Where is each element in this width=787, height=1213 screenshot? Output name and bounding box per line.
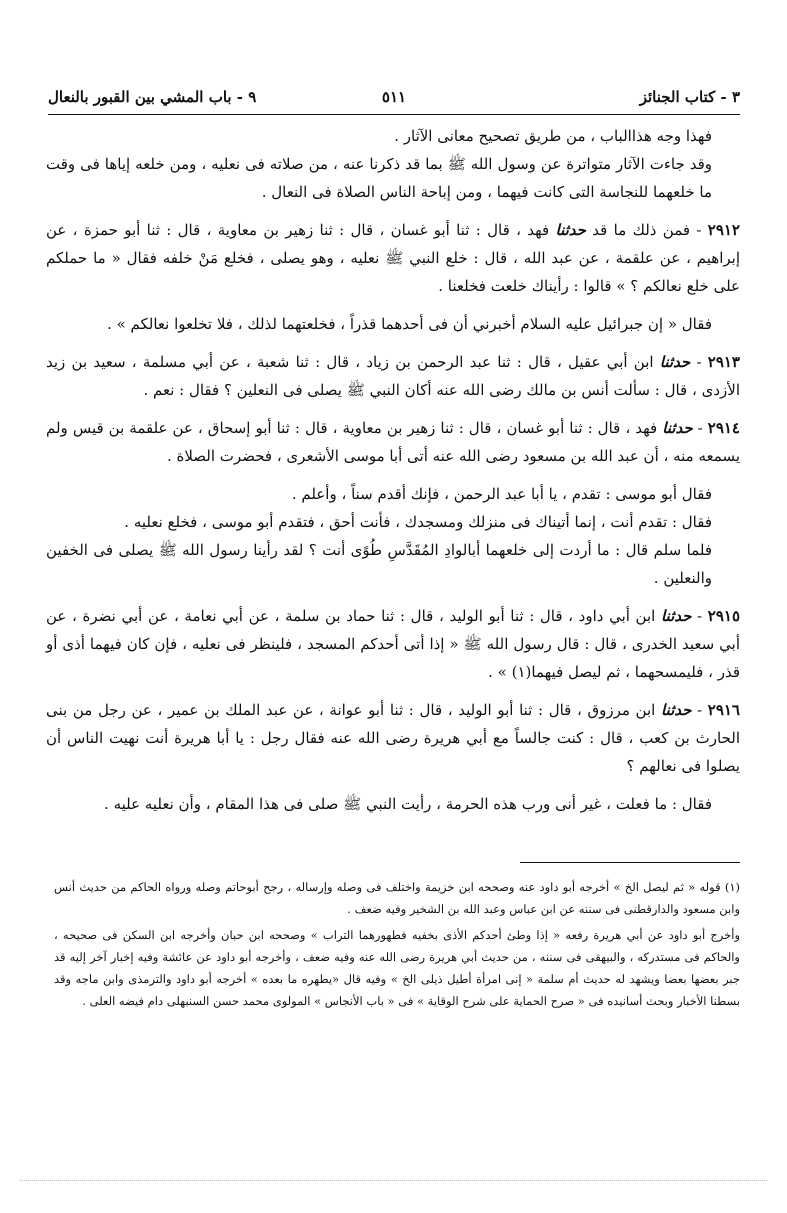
hadith-2914-reply: فقال : تقدم أنت ، إنما أتيناك فى منزلك ومسجدك ، فأنت أحق ، فتقدم أبو موسى ، فخلع نعليه . [124, 513, 712, 531]
hadith-number: ٢٩١٦ [707, 701, 740, 719]
chapter-title: ٣ - كتاب الجنائز [639, 88, 740, 106]
section-title: ٩ - باب المشي بين القبور بالنعال [48, 88, 257, 106]
hadith-dash: - [690, 353, 702, 371]
hadith-2913 [46, 348, 740, 404]
footnote-1: (١) قوله « ثم ليصل الخ » أخرجه أبو داود عنه وصححه ابن خزيمة واختلف فى وصله وإرساله ، رجح أبوحاتم وصله ورواه الحاكم من حديث أنس وابن مسعود والدارقطنى فى سننه عن ابن عباس وعبد الله بن الشخير وفيه ضعف . [54, 880, 740, 916]
hadith-2916 [46, 696, 740, 780]
athar-paragraph: وقد جاءت الآثار متواترة عن وسول الله ﷺ بما قد ذكرنا عنه ، من صلاته فى نعليه ، ومن خلعه إياها فى وقت ما خلعهما للنجاسة التى كانت فيهما ، ومن إباحة الناس الصلاة فى النعال . [46, 155, 712, 201]
haddathana-mark: حدثنا [659, 353, 691, 371]
header-rule [48, 114, 740, 115]
hadith-2914 [46, 414, 740, 470]
hadith-number: ٢٩١٤ [707, 419, 740, 437]
hadith-number: ٢٩١٥ [707, 607, 741, 625]
hadith-text: فهد ، قال : ثنا أبو غسان ، قال : ثنا زهير بن معاوية ، قال : ثنا أبو إسحاق ، عن علقمة بن قيس ولم يسمعه منه ، أن عبد الله بن مسعود رضى الله عنه أتى أبا موسى الأشعرى ، فحضرت الصلاة . [46, 419, 740, 465]
hadith-number: ٢٩١٢ [707, 221, 740, 239]
haddathana-mark: حدثنا [555, 221, 586, 239]
running-header [48, 84, 740, 112]
hadith-number: ٢٩١٣ [707, 353, 740, 371]
hadith-dash: - [691, 607, 703, 625]
hadith-2914-end: فلما سلم قال : ما أردت إلى خلعهما أبالوادِ المُقَدَّسِ طُوًى أنت ؟ لقد رأينا رسول الله ﷺ يصلى فى الخفين والنعلين . [46, 541, 712, 587]
haddathana-mark: حدثنا [660, 607, 692, 625]
hadith-dash: - [691, 701, 703, 719]
hadith-2912-continuation: فقال « إن جبرائيل عليه السلام أخبرني أن فى أحدهما قذراً ، فخلعتهما لذلك ، فلا تخلعوا نعالكم » . [107, 315, 712, 333]
hadith-lead: - فمن ذلك ما قد [592, 221, 702, 239]
hadith-2916-continuation: فقال : ما فعلت ، غير أنى ورب هذه الحرمة ، رأيت النبي ﷺ صلى فى هذا المقام ، وأن نعليه عليه . [104, 795, 712, 813]
hadith-dash: - [692, 419, 703, 437]
hadith-2915 [46, 602, 740, 686]
hadith-2914-abu-musa: فقال أبو موسى : تقدم ، يا أبا عبد الرحمن ، فإنك أقدم سناً ، وأعلم . [291, 485, 712, 503]
intro-paragraph: فهذا وجه هذاالباب ، من طريق تصحيح معانى الآثار . [394, 127, 712, 145]
hadith-text: فهد ، قال : ثنا أبو غسان ، قال : ثنا زهير بن معاوية ، قال : ثنا أبو حمزة ، عن إبراهيم ، عن علقمة ، عن عبد الله ، قال : خلع النبي ﷺ نعليه ، وهو يصلى ، فخلع مَنْ خلفه فقال « ما حملكم على خلع نعالكم ؟ » قالوا : رأيناك خلعت فخلعنا . [46, 221, 740, 295]
main-text [46, 122, 740, 818]
haddathana-mark: حدثنا [660, 701, 692, 719]
footnotes [54, 876, 740, 1016]
footnote-1-continuation: وأخرج أبو داود عن أبي هريرة رفعه « إذا وطئ أحدكم الأذى بخفيه فطهورهما التراب » وصححه ابن حبان وأخرجه ابن السكن فى صحيحه ، والحاكم فى مستدركه ، والبيهقى فى سننه ، من حديث أبي هريرة رضى الله عنه وفيه ضعف ، وأخرجه أبو داود عن عائشة وفيه إخبار آخر إليه قد جبر بعضها بعضا ويشهد له حديث أم سلمة « إنى امرأة أطيل ذيلى الخ » وفيه قال «يطهره ما بعده » أخرجه أبو داود والترمذى وابن ماجه وقد بسطنا الأخبار وبحث أسانيده فى « صرح الحماية على شرح الوقاية » فى « باب الأنجاس » المولوى محمد حسن السنبهلى دام فيضه العلى . [54, 928, 740, 1008]
page-bottom-edge [20, 1180, 767, 1181]
haddathana-mark: حدثنا [662, 419, 693, 437]
hadith-text: ابن مرزوق ، قال : ثنا أبو الوليد ، قال : ثنا أبو عوانة ، عن عبد الملك بن عمير ، عن رجل من بنى الحارث بن كعب ، قال : كنت جالساً مع أبي هريرة رضى الله عنه فقال رجل : يا أبا هريرة أنت نهيت الناس أن يصلوا فى نعالهم ؟ [46, 701, 740, 775]
hadith-2912 [46, 216, 740, 300]
footnote-rule [520, 862, 740, 863]
hadith-text: ابن أبي داود ، قال : ثنا أبو الوليد ، قال : ثنا حماد بن سلمة ، عن أبي نعامة ، عن أبي نضرة ، عن أبي سعيد الخدرى ، قال : قال رسول الله ﷺ « إذا أتى أحدكم المسجد ، فلينظر فى نعليه ، فإن كان فيهما أذى أو قذر ، فليمسحهما ، ثم ليصل فيهما(١) » . [46, 607, 740, 681]
hadith-text: ابن أبي عقيل ، قال : ثنا عبد الرحمن بن زياد ، قال : ثنا شعبة ، عن أبي مسلمة ، سعيد بن زيد الأزدى ، قال : سألت أنس بن مالك رضى الله عنه أكان النبي ﷺ يصلى فى النعلين ؟ فقال : نعم . [46, 353, 740, 399]
page-number: ٥١١ [381, 88, 407, 106]
